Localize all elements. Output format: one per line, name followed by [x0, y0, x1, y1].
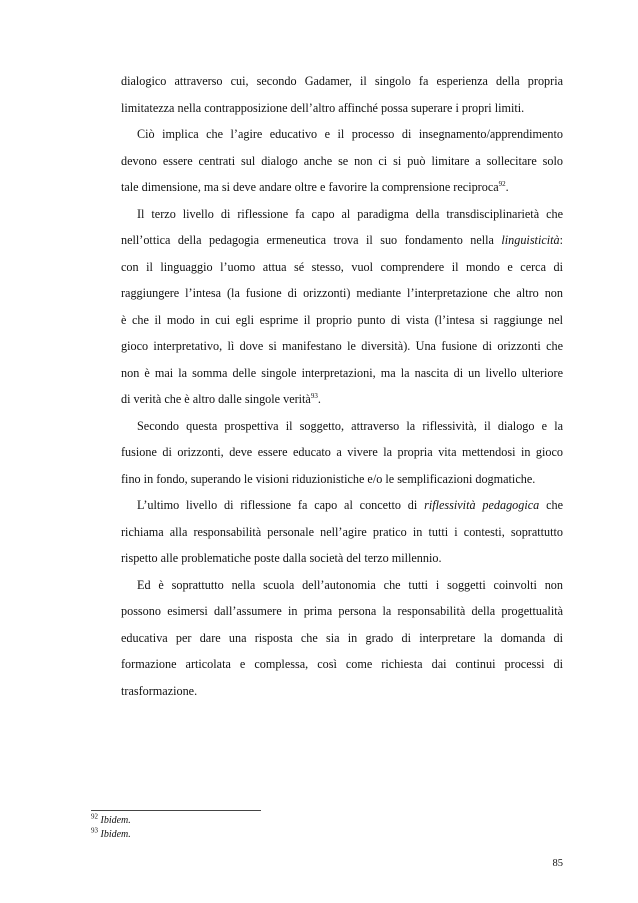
- italic-term: linguisticità: [501, 233, 560, 247]
- body-text: [121, 68, 563, 704]
- footnote-ref[interactable]: 93: [310, 391, 318, 400]
- text-line: gioco interpretativo, lì dove si manifestano le diversità). Una fusione di orizzonti che: [121, 339, 563, 353]
- footnote-number: 93: [91, 826, 98, 835]
- text-line: non è mai la somma delle singole interpretazioni, ma la nascita di un livello ulteriore: [121, 365, 563, 380]
- footnote: [91, 826, 131, 841]
- text-line: Ed è soprattutto nella scuola dell’autonomia che tutti i soggetti coinvolti non: [137, 577, 563, 592]
- line-text: tale dimensione, ma si deve andare oltre e favorire la comprensione reciproca: [121, 180, 499, 194]
- line-text: nell’ottica della pedagogia ermeneutica trova il suo fondamento nella: [121, 233, 502, 247]
- page-number: 85: [552, 858, 563, 869]
- line-text: di verità che è altro dalle singole verità: [121, 392, 311, 406]
- text-line: fino in fondo, superando le visioni riduzionistiche e/o le semplificazioni dogmatiche.: [121, 471, 536, 486]
- text-line: richiama alla responsabilità personale nell’agire pratico in tutti i contesti, soprattutto: [121, 524, 563, 539]
- colon: :: [559, 233, 563, 247]
- text-line: Ciò implica che l’agire educativo e il processo di insegnamento/apprendimento: [137, 127, 563, 141]
- text-line: è che il modo in cui egli esprime il proprio punto di vista (l’intesa si raggiunge nel: [121, 312, 563, 327]
- text-line: Secondo questa prospettiva il soggetto, attraverso la riflessività, il dialogo e la: [137, 418, 563, 433]
- text-line: rispetto alle problematiche poste dalla società del terzo millennio.: [121, 551, 442, 565]
- text-line: [121, 227, 563, 254]
- text-line: [121, 174, 563, 201]
- footnote-number: 92: [91, 812, 98, 821]
- text-line: formazione articolata e complessa, così come richiesta dai continui processi di: [121, 657, 563, 671]
- footnote-text: Ibidem.: [100, 829, 131, 840]
- period: .: [317, 392, 321, 406]
- text-line: possono esimersi dall’assumere in prima persona la responsabilità della progettualità: [121, 604, 563, 618]
- text-line: educativa per dare una risposta che sia in grado di interpretare la domanda di: [121, 630, 563, 645]
- text-line: devono essere centrati sul dialogo anche se non ci si può limitare a sollecitare solo: [121, 153, 563, 168]
- footnote: [91, 812, 131, 827]
- period: .: [505, 180, 509, 194]
- footnote-ref[interactable]: 92: [498, 179, 506, 188]
- text-line: fusione di orizzonti, deve essere educato a vivere la propria vita mettendosi in gioco: [121, 445, 563, 459]
- italic-term: riflessività pedagogica: [424, 498, 540, 512]
- text-line: limitatezza nella contrapposizione dell’altro affinché possa superare i propri limiti.: [121, 100, 525, 115]
- text-line: con il linguaggio l’uomo attua sé stesso, vuol comprendere il mondo e cerca di: [121, 259, 563, 274]
- footnote-divider: [91, 810, 261, 811]
- text-line: trasformazione.: [121, 683, 198, 698]
- text-line: raggiungere l’intesa (la fusione di orizzonti) mediante l’interpretazione che altro non: [121, 286, 563, 300]
- text-line: [121, 492, 563, 519]
- text-line: dialogico attraverso cui, secondo Gadamer, il singolo fa esperienza della propria: [121, 74, 563, 88]
- line-text: che: [539, 498, 563, 512]
- text-line: Il terzo livello di riflessione fa capo al paradigma della transdisciplinarietà che: [137, 206, 563, 221]
- footnote-text: Ibidem.: [100, 815, 131, 826]
- line-text: L’ultimo livello di riflessione fa capo al concetto di: [137, 498, 425, 512]
- text-line: [121, 386, 563, 413]
